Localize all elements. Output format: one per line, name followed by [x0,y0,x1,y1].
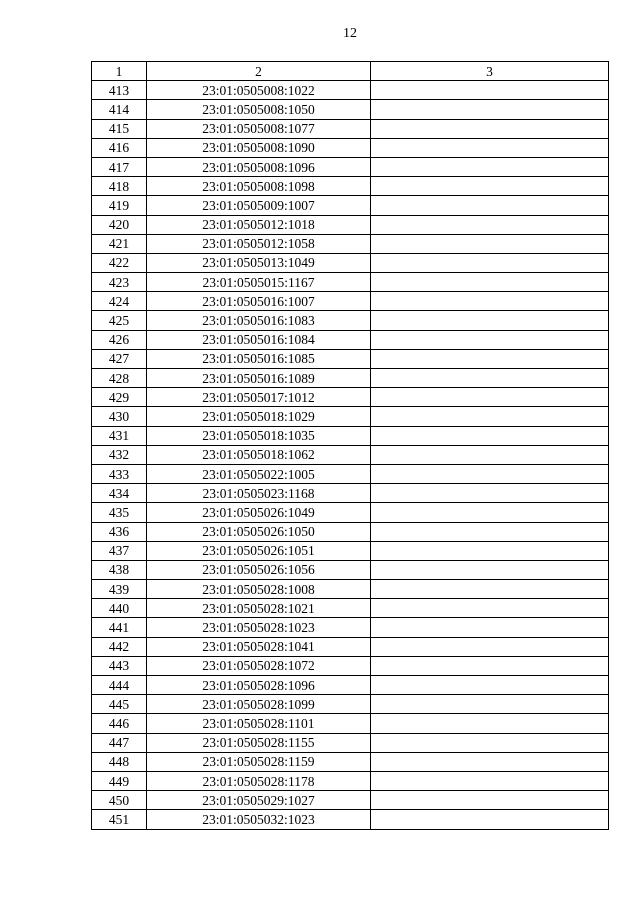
cadastral-number-cell: 23:01:0505017:1012 [147,388,371,407]
row-number-cell: 425 [92,311,147,330]
cadastral-number-cell: 23:01:0505028:1008 [147,580,371,599]
notes-cell [371,445,609,464]
cadastral-number-cell: 23:01:0505028:1101 [147,714,371,733]
cadastral-number-cell: 23:01:0505022:1005 [147,464,371,483]
notes-cell [371,177,609,196]
notes-cell [371,791,609,810]
row-number-cell: 430 [92,407,147,426]
cadastral-number-cell: 23:01:0505026:1056 [147,560,371,579]
cadastral-number-cell: 23:01:0505028:1023 [147,618,371,637]
notes-cell [371,752,609,771]
notes-cell [371,618,609,637]
header-cell-number: 1 [92,62,147,81]
cadastral-number-cell: 23:01:0505008:1022 [147,81,371,100]
row-number-cell: 438 [92,560,147,579]
notes-cell [371,292,609,311]
row-number-cell: 443 [92,656,147,675]
notes-cell [371,714,609,733]
cadastral-number-cell: 23:01:0505008:1050 [147,100,371,119]
notes-cell [371,157,609,176]
notes-cell [371,656,609,675]
row-number-cell: 435 [92,503,147,522]
row-number-cell: 445 [92,695,147,714]
notes-cell [371,676,609,695]
header-cell-notes: 3 [371,62,609,81]
row-number-cell: 428 [92,369,147,388]
row-number-cell: 424 [92,292,147,311]
table-row [92,656,609,675]
header-cell-cadastral: 2 [147,62,371,81]
row-number-cell: 429 [92,388,147,407]
row-number-cell: 414 [92,100,147,119]
table-row [92,503,609,522]
notes-cell [371,215,609,234]
notes-cell [371,695,609,714]
notes-cell [371,273,609,292]
row-number-cell: 436 [92,522,147,541]
cadastral-number-cell: 23:01:0505018:1029 [147,407,371,426]
row-number-cell: 450 [92,791,147,810]
cadastral-number-cell: 23:01:0505028:1021 [147,599,371,618]
header-row [92,62,609,81]
table-row [92,560,609,579]
row-number-cell: 418 [92,177,147,196]
row-number-cell: 419 [92,196,147,215]
row-number-cell: 442 [92,637,147,656]
notes-cell [371,407,609,426]
table-row [92,196,609,215]
cadastral-number-cell: 23:01:0505018:1035 [147,426,371,445]
notes-cell [371,119,609,138]
notes-cell [371,349,609,368]
cadastral-number-cell: 23:01:0505028:1096 [147,676,371,695]
table-row [92,464,609,483]
table-row [92,273,609,292]
table-row [92,330,609,349]
table-row [92,100,609,119]
table-row [92,369,609,388]
table-row [92,177,609,196]
cadastral-number-cell: 23:01:0505012:1018 [147,215,371,234]
table-row [92,234,609,253]
table-row [92,599,609,618]
row-number-cell: 449 [92,771,147,790]
notes-cell [371,484,609,503]
row-number-cell: 447 [92,733,147,752]
cadastral-number-cell: 23:01:0505028:1159 [147,752,371,771]
table-row [92,733,609,752]
row-number-cell: 437 [92,541,147,560]
cadastral-number-cell: 23:01:0505029:1027 [147,791,371,810]
row-number-cell: 434 [92,484,147,503]
cadastral-number-cell: 23:01:0505028:1099 [147,695,371,714]
table-row [92,522,609,541]
cadastral-number-cell: 23:01:0505028:1041 [147,637,371,656]
row-number-cell: 413 [92,81,147,100]
table-row [92,771,609,790]
cadastral-number-cell: 23:01:0505008:1077 [147,119,371,138]
table-row [92,349,609,368]
row-number-cell: 446 [92,714,147,733]
cadastral-number-cell: 23:01:0505016:1007 [147,292,371,311]
cadastral-number-cell: 23:01:0505016:1084 [147,330,371,349]
table-row [92,637,609,656]
row-number-cell: 423 [92,273,147,292]
cadastral-number-cell: 23:01:0505013:1049 [147,253,371,272]
row-number-cell: 439 [92,580,147,599]
row-number-cell: 422 [92,253,147,272]
table-row [92,253,609,272]
notes-cell [371,253,609,272]
table-row [92,810,609,829]
notes-cell [371,560,609,579]
cadastral-number-cell: 23:01:0505026:1051 [147,541,371,560]
row-number-cell: 440 [92,599,147,618]
notes-cell [371,733,609,752]
notes-cell [371,81,609,100]
notes-cell [371,503,609,522]
row-number-cell: 421 [92,234,147,253]
row-number-cell: 420 [92,215,147,234]
cadastral-number-cell: 23:01:0505018:1062 [147,445,371,464]
cadastral-number-cell: 23:01:0505026:1049 [147,503,371,522]
notes-cell [371,196,609,215]
cadastral-number-cell: 23:01:0505008:1098 [147,177,371,196]
notes-cell [371,541,609,560]
cadastral-number-cell: 23:01:0505016:1083 [147,311,371,330]
cadastral-number-cell: 23:01:0505015:1167 [147,273,371,292]
row-number-cell: 416 [92,138,147,157]
cadastral-number-cell: 23:01:0505028:1155 [147,733,371,752]
notes-cell [371,100,609,119]
table-row [92,445,609,464]
cadastral-number-cell: 23:01:0505016:1089 [147,369,371,388]
row-number-cell: 441 [92,618,147,637]
table-row [92,541,609,560]
row-number-cell: 451 [92,810,147,829]
table-row [92,119,609,138]
row-number-cell: 433 [92,464,147,483]
table-row [92,752,609,771]
table-row [92,714,609,733]
row-number-cell: 448 [92,752,147,771]
table-row [92,81,609,100]
notes-cell [371,810,609,829]
cadastral-number-cell: 23:01:0505009:1007 [147,196,371,215]
table-body [92,81,609,829]
notes-cell [371,637,609,656]
row-number-cell: 426 [92,330,147,349]
notes-cell [371,522,609,541]
cadastral-number-cell: 23:01:0505016:1085 [147,349,371,368]
table-row [92,311,609,330]
notes-cell [371,234,609,253]
notes-cell [371,311,609,330]
cadastral-number-cell: 23:01:0505028:1072 [147,656,371,675]
table-row [92,791,609,810]
table-row [92,388,609,407]
cadastral-number-cell: 23:01:0505008:1090 [147,138,371,157]
table-row [92,695,609,714]
table-row [92,426,609,445]
cadastral-number-cell: 23:01:0505032:1023 [147,810,371,829]
table-row [92,484,609,503]
notes-cell [371,426,609,445]
cadastral-number-cell: 23:01:0505008:1096 [147,157,371,176]
notes-cell [371,580,609,599]
notes-cell [371,771,609,790]
notes-cell [371,599,609,618]
cadastral-number-cell: 23:01:0505028:1178 [147,771,371,790]
table-row [92,676,609,695]
table-row [92,292,609,311]
notes-cell [371,388,609,407]
notes-cell [371,138,609,157]
cadastral-number-cell: 23:01:0505012:1058 [147,234,371,253]
table-row [92,580,609,599]
registry-table [91,61,609,830]
cadastral-number-cell: 23:01:0505023:1168 [147,484,371,503]
cadastral-number-cell: 23:01:0505026:1050 [147,522,371,541]
table-row [92,157,609,176]
row-number-cell: 431 [92,426,147,445]
table-row [92,618,609,637]
row-number-cell: 432 [92,445,147,464]
table-row [92,407,609,426]
notes-cell [371,464,609,483]
notes-cell [371,369,609,388]
row-number-cell: 415 [92,119,147,138]
page-number: 12 [343,26,357,41]
table-row [92,138,609,157]
table-row [92,215,609,234]
row-number-cell: 444 [92,676,147,695]
notes-cell [371,330,609,349]
row-number-cell: 427 [92,349,147,368]
row-number-cell: 417 [92,157,147,176]
